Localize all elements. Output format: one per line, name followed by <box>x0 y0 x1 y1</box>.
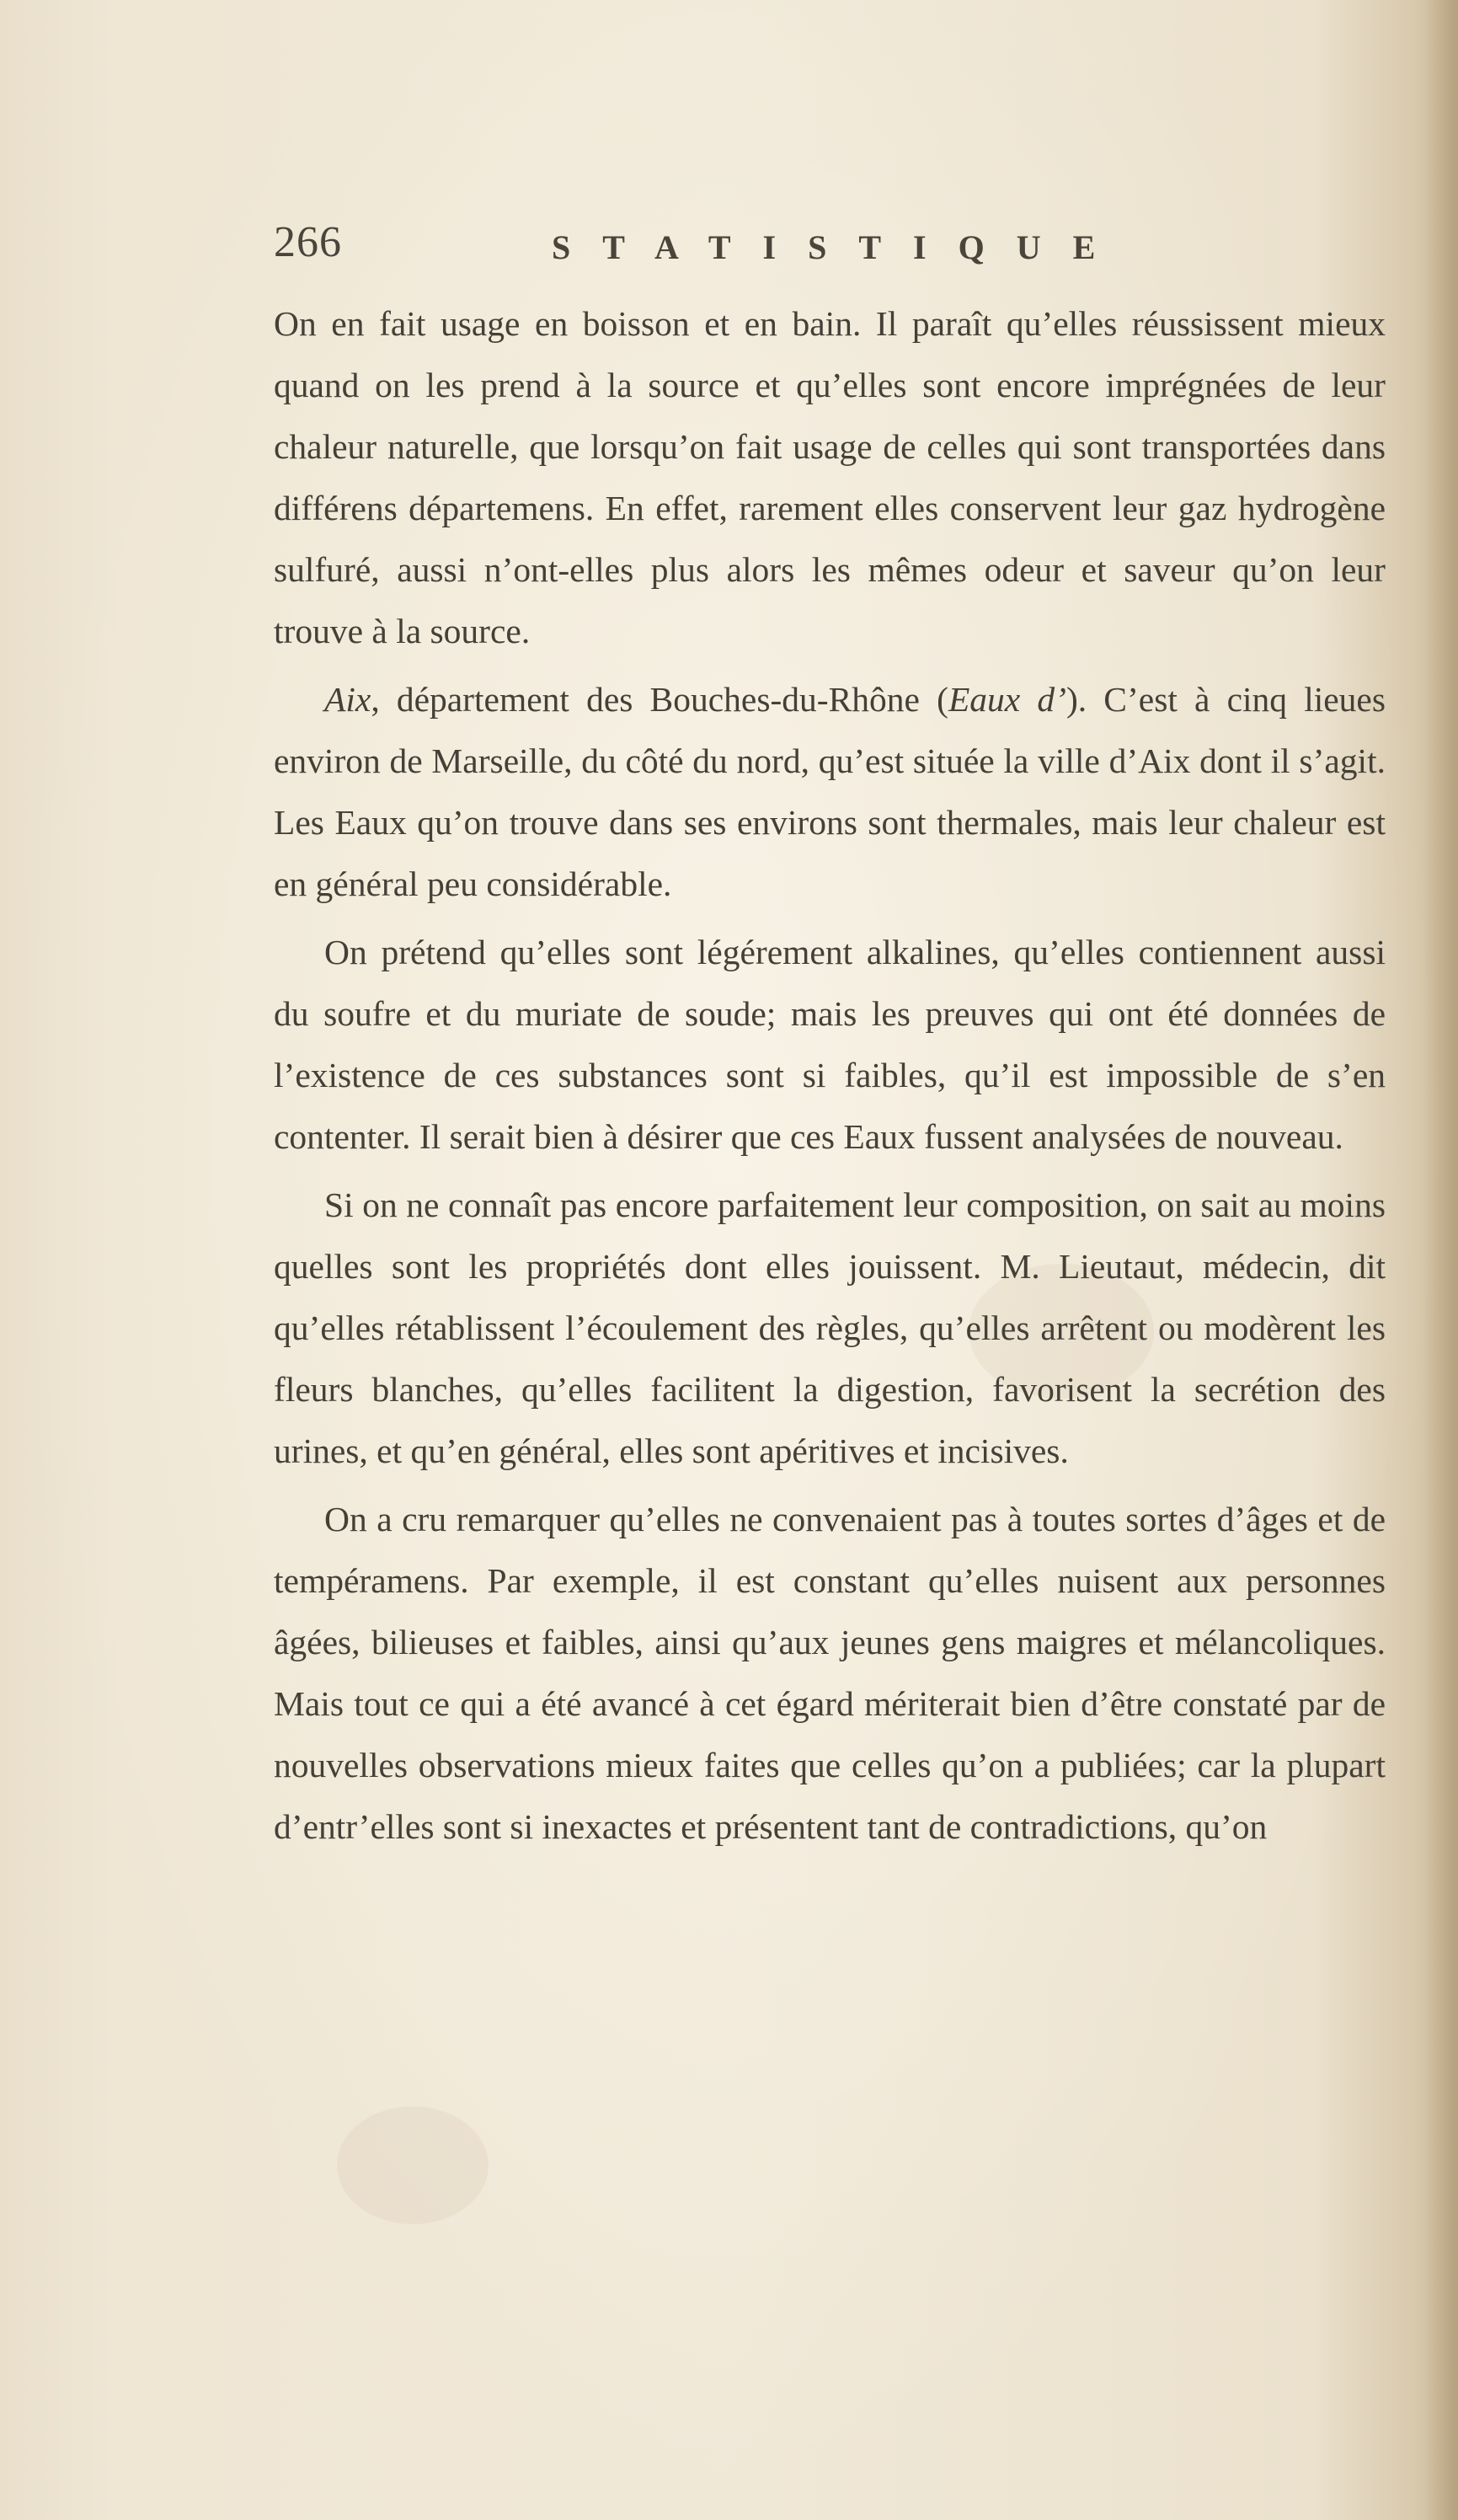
page-edge-shadow <box>1424 0 1458 2520</box>
running-title: STATISTIQUE <box>552 228 1128 266</box>
paper-stain <box>337 2106 489 2224</box>
paragraph: On prétend qu’elles sont légérement alkalines, qu’elles contiennent aussi du soufre et du muriate de soude; mais les preuves qui ont été données de l’existence de ces substances sont si faibles, qu’il est impossible de s’en contenter. Il serait bien à désirer que ces Eaux fussent analysées de nouveau. <box>274 933 1386 1156</box>
page-header <box>274 217 1386 285</box>
entry-place-name: Aix <box>324 680 371 719</box>
paragraph: On en fait usage en boisson et en bain. Il paraît qu’elles réussissent mieux quand on les prend à la source et qu’elles sont encore imprégnées de leur chaleur naturelle, que lorsqu’on fait usage de celles qui sont transportées dans différens départemens. En effet, rarement elles conservent leur gaz hydrogène sulfuré, aussi n’ont-elles plus alors les mêmes odeur et saveur qu’on leur trouve à la source. <box>274 304 1386 650</box>
paragraph: On a cru remarquer qu’elles ne convenaient pas à toutes sortes d’âges et de tempéramens. Par exemple, il est constant qu’elles nuisent aux personnes âgées, bilieuses et faibles, ainsi qu’aux jeunes gens maigres et mélancoliques. Mais tout ce qui a été avancé à cet égard mériterait bien d’être constaté par de nouvelles observations mieux faites que celles qu’on a publiées; car la plupart d’entr’elles sont si inexactes et présentent tant de contradictions, qu’on <box>274 1500 1386 1846</box>
entry-paragraph <box>274 669 1386 915</box>
page-number: 266 <box>274 218 342 266</box>
paragraph: Si on ne connaît pas encore parfaitement leur composition, on sait au moins quelles sont les propriétés dont elles jouissent. M. Lieutaut, médecin, dit qu’elles rétablissent l’écoulement des règles, qu’elles arrêtent ou modèrent les fleurs blanches, qu’elles facilitent la digestion, favorisent la secrétion des urines, et qu’en général, elles sont apéritives et incisives. <box>274 1185 1386 1470</box>
entry-body-text: C’est à cinq lieues environ de Marseille, du côté du nord, qu’est située la ville d’Aix dont il s’agit. Les Eaux qu’on trouve dans ses environs sont thermales, mais leur chaleur est en général peu considérable. <box>274 680 1386 903</box>
body-text <box>274 293 1386 1858</box>
entry-heading-close: ). <box>1065 680 1087 719</box>
entry-heading-label: Eaux d’ <box>948 680 1066 719</box>
entry-heading-text: , département des Bouches-du-Rhône ( <box>371 680 948 719</box>
